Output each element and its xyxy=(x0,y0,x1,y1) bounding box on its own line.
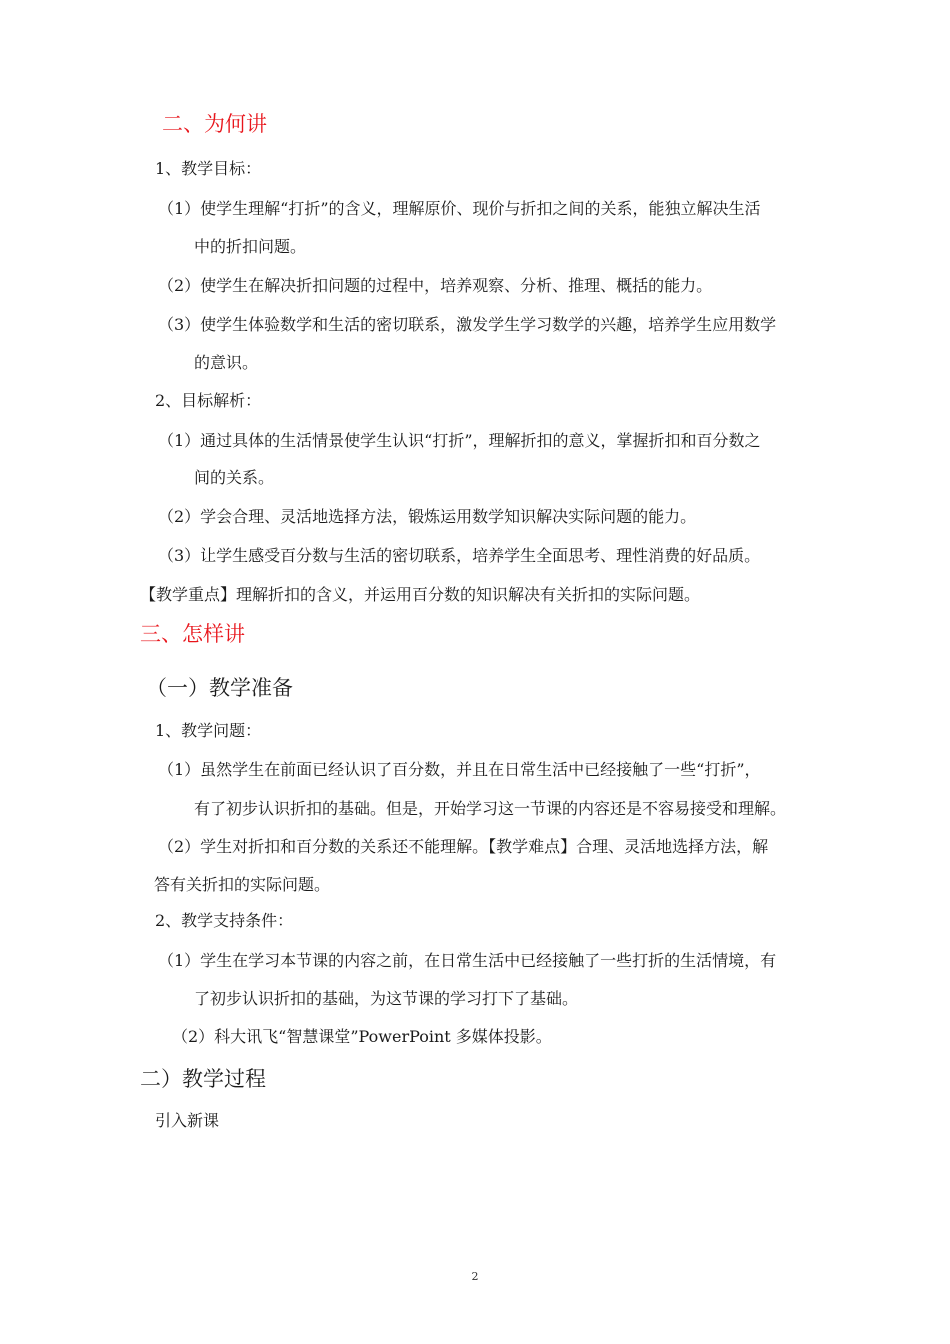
issue-1-line-1: （1）虽然学生在前面已经认识了百分数，并且在日常生活中已经接触了一些“打折”， xyxy=(158,760,761,779)
process-intro: 引入新课 xyxy=(155,1111,220,1130)
section-heading-how: 三、怎样讲 xyxy=(140,622,245,646)
process-heading: 二）教学过程 xyxy=(140,1067,266,1091)
goals-title: 1、教学目标： xyxy=(155,159,262,178)
goal-3-line-2: 的意识。 xyxy=(194,353,259,372)
section-heading-why: 二、为何讲 xyxy=(162,112,267,136)
issue-1-line-2: 有了初步认识折扣的基础。但是，开始学习这一节课的内容还是不容易接受和理解。 xyxy=(194,799,787,818)
support-2: （2）科大讯飞“智慧课堂”PowerPoint 多媒体投影。 xyxy=(172,1027,552,1046)
analysis-1-line-2: 间的关系。 xyxy=(194,468,275,487)
analysis-3: （3）让学生感受百分数与生活的密切联系，培养学生全面思考、理性消费的好品质。 xyxy=(158,546,761,565)
goal-3-line-1: （3）使学生体验数学和生活的密切联系，激发学生学习数学的兴趣，培养学生应用数学 xyxy=(158,315,777,334)
key-point: 【教学重点】理解折扣的含义，并运用百分数的知识解决有关折扣的实际问题。 xyxy=(140,585,701,604)
issue-2-line-1: （2）学生对折扣和百分数的关系还不能理解。【教学难点】合理、灵活地选择方法，解 xyxy=(158,837,769,856)
page-number: 2 xyxy=(471,1270,479,1283)
issues-title: 1、教学问题： xyxy=(155,721,262,740)
analysis-1-line-1: （1）通过具体的生活情景使学生认识“打折”，理解折扣的意义，掌握折扣和百分数之 xyxy=(158,431,761,450)
support-title: 2、教学支持条件： xyxy=(155,911,294,930)
prep-heading: （一）教学准备 xyxy=(146,676,293,700)
support-1-line-2: 了初步认识折扣的基础，为这节课的学习打下了基础。 xyxy=(194,989,579,1008)
goal-1-line-2: 中的折扣问题。 xyxy=(194,237,307,256)
issue-2-line-2: 答有关折扣的实际问题。 xyxy=(154,875,331,894)
support-1-line-1: （1）学生在学习本节课的内容之前，在日常生活中已经接触了一些打折的生活情境，有 xyxy=(158,951,777,970)
analysis-title: 2、目标解析： xyxy=(155,391,262,410)
goal-1-line-1: （1）使学生理解“打折”的含义，理解原价、现价与折扣之间的关系，能独立解决生活 xyxy=(158,199,761,218)
goal-2: （2）使学生在解决折扣问题的过程中，培养观察、分析、推理、概括的能力。 xyxy=(158,276,713,295)
analysis-2: （2）学会合理、灵活地选择方法，锻炼运用数学知识解决实际问题的能力。 xyxy=(158,507,697,526)
